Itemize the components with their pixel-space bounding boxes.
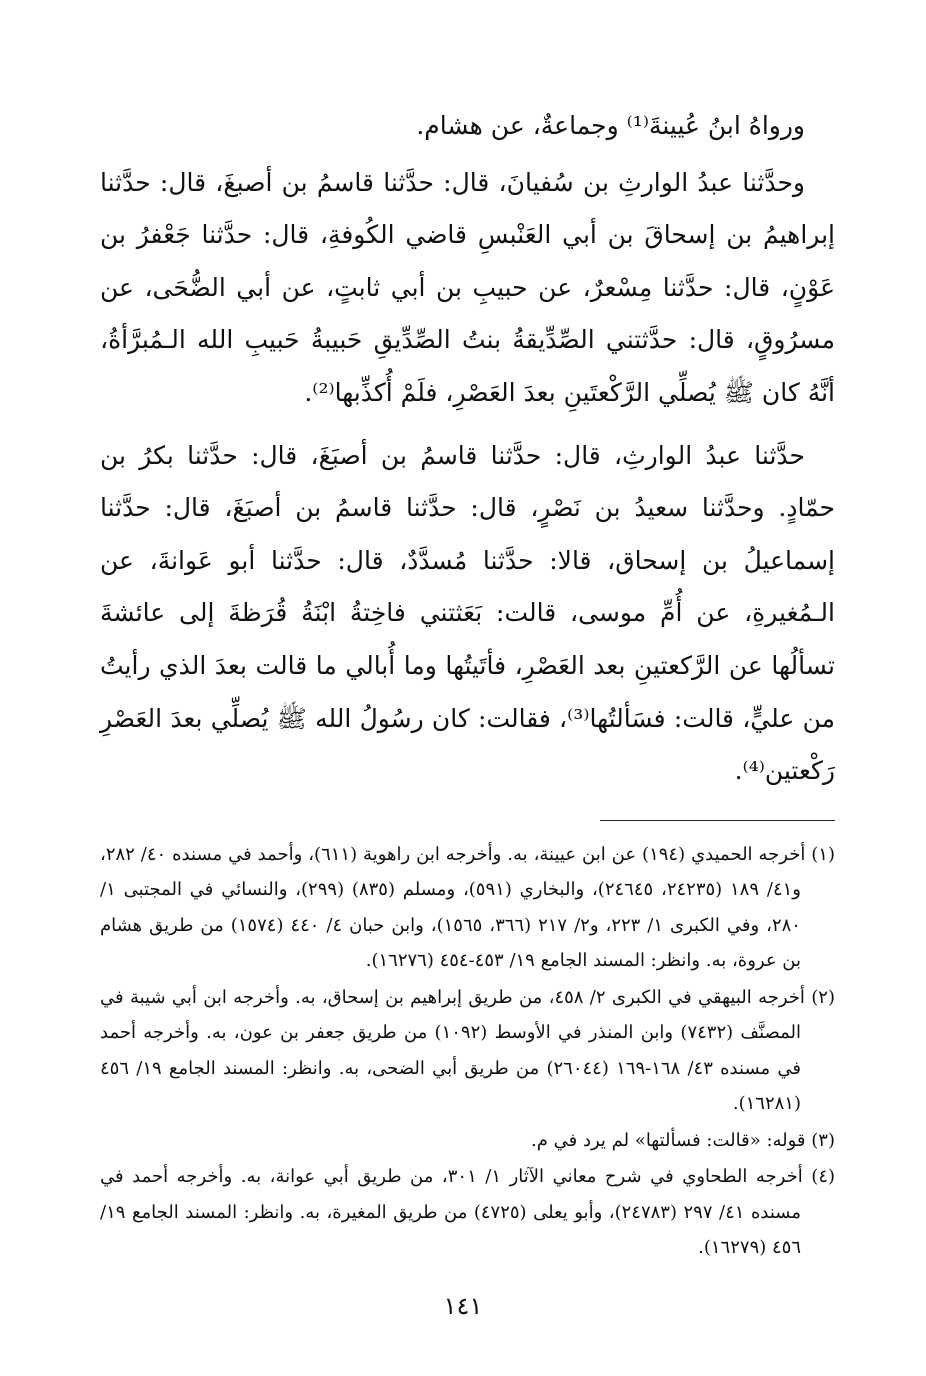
footnote-3: (٣) قوله: «قالت: فسألتها» لم يرد في م. — [531, 1129, 835, 1151]
page-number: ١٤١ — [443, 1292, 483, 1320]
paragraph-2: وحدَّثنا عبدُ الوارثِ بن سُفيانَ، قال: حدَّثنا قاسمُ بن أصبغَ، قال: حدَّثنا إبراهيمُ بن إسحاقَ بن أبي العَنْبسِ قاضي الكُوفةِ، قال: حدَّثنا جَعْفرُ بن عَوْنٍ، قال: حدَّثنا مِسْعرٌ، عن حبيبِ بن أبي ثابتٍ، عن أبي الضُّحَى، عن مسرُوقٍ، قال: حدَّثتني الصِّدِّيقةُ بنتُ الصِّدِّيقِ حَبيبةُ حَبيبِ الله الـمُبرَّأةُ، أنَّهُ كان ﷺ يُصلِّي الرَّكْعتَينِ بعدَ العَصْرِ، فلَمْ أُكذِّبها⁽²⁾. — [100, 167, 835, 407]
footnote-4: (٤) أخرجه الطحاوي في شرح معاني الآثار ١/ ٣٠١، من طريق أبي عوانة، به. وأخرجه أحمد في مسنده ٤١/ ٢٩٧ (٢٤٧٨٣)، وأبو يعلى (٤٧٢٥) من طريق المغيرة، به. وانظر: المسند الجامع ١٩/ ٤٥٦ (١٦٢٧٩). — [100, 1166, 836, 1259]
footnotes — [100, 837, 835, 1266]
paragraph-1: ورواهُ ابنُ عُيينةَ⁽¹⁾ وجماعةٌ، عن هشام. — [416, 111, 805, 140]
page-content — [100, 100, 835, 1266]
footnote-2: (٢) أخرجه البيهقي في الكبرى ٢/ ٤٥٨، من طريق إبراهيم بن إسحاق، به. وأخرجه ابن أبي شيبة في المصنَّف (٧٤٣٢) وابن المنذر في الأوسط (١٠٩٢) من طريق جعفر بن عون، به. وأخرجه أحمد في مسنده ٤٣/ ١٦٨-١٦٩ (٢٦٠٤٤) من طريق أبي الضحى، به. وانظر: المسند الجامع ١٩/ ٤٥٦ (١٦٢٨١). — [100, 986, 835, 1115]
footnote-1: (١) أخرجه الحميدي (١٩٤) عن ابن عيينة، به. وأخرجه ابن راهوية (٦١١)، وأحمد في مسنده ٤٠/ ٢٨٢، و٤١/ ١٨٩ (٢٤٢٣٥، ٢٤٦٤٥)، والبخاري (٥٩١)، ومسلم (٨٣٥) (٢٩٩)، والنسائي في المجتبى ١/ ٢٨٠، وفي الكبرى ١/ ٢٢٣، و٢/ ٢١٧ (٣٦٦، ١٥٦٥)، وابن حبان ٤/ ٤٤٠ (١٥٧٤) من طريق هشام بن عروة، به. وانظر: المسند الجامع ١٩/ ٤٥٣-٤٥٤ (١٦٢٧٦). — [100, 843, 835, 972]
footnote-divider — [600, 820, 835, 821]
paragraph-3: حدَّثنا عبدُ الوارثِ، قال: حدَّثنا قاسمُ بن أصبَغَ، قال: حدَّثنا بكرُ بن حمّادٍ. وحدَّثنا سعيدُ بن نَصْرٍ، قال: حدَّثنا قاسمُ بن أصبَغَ، قال: حدَّثنا إسماعيلُ بن إسحاق، قالا: حدَّثنا مُسدَّدٌ، قال: حدَّثنا أبو عَوانةَ، عن الـمُغيرةِ، عن أُمِّ موسى، قالت: بَعَثتني فاخِتةُ ابْنَةُ قُرَظةَ إلى عائشةَ تسألُها عن الرَّكعتينِ بعد العَصْرِ، فأتَيتُها وما أُبالي ما قالت بعدَ الذي رأيتُ من عليٍّ، قالت: فسَألتُها⁽³⁾، فقالت: كان رسُولُ الله ﷺ يُصلِّي بعدَ العَصْرِ رَكْعتين⁽⁴⁾. — [100, 440, 835, 786]
main-text — [100, 100, 835, 798]
